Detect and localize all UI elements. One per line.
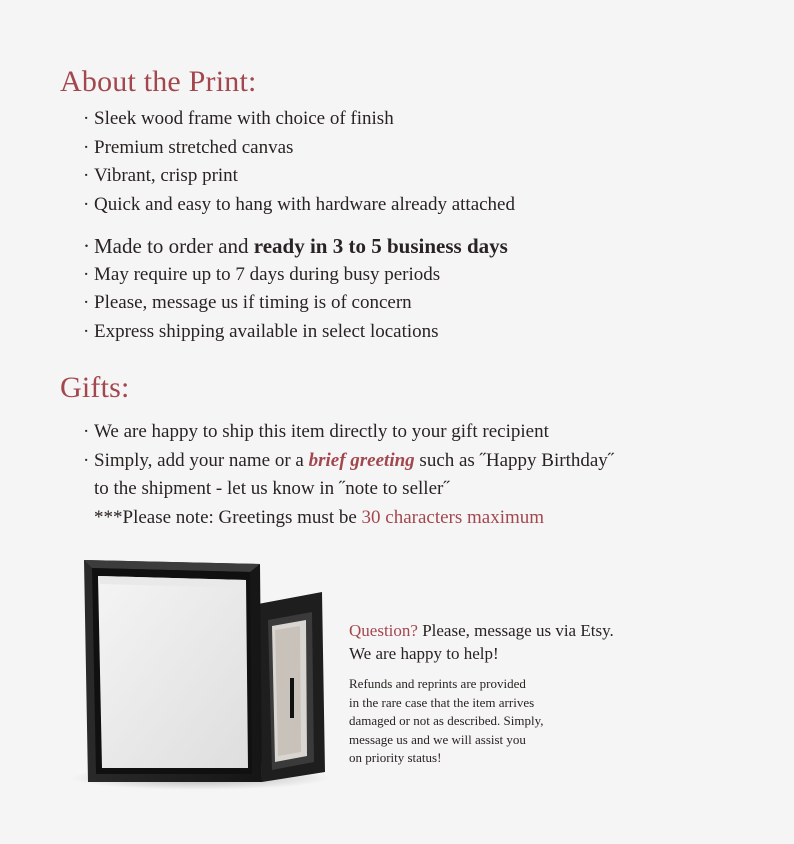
list-item: · Simply, add your name or a brief greeting such as ˝Happy Birthday˝ to the shipment - let us know in ˝note to seller˝ ***Please note: Greetings must be 30 characters maximum xyxy=(83,449,615,528)
about-feature-list xyxy=(83,105,515,219)
ready-time-text: ready in 3 to 5 business days xyxy=(253,234,508,258)
framed-canvas-illustration xyxy=(60,550,345,820)
gifts-list xyxy=(83,418,614,532)
brief-greeting-text: brief greeting xyxy=(308,449,415,471)
list-item: · We are happy to ship this item directly to your gift recipient xyxy=(83,421,549,442)
contact-info xyxy=(349,619,679,768)
list-item: · Express shipping available in select locations xyxy=(83,320,439,342)
list-item: · May require up to 7 days during busy periods xyxy=(83,263,441,285)
list-item: · Quick and easy to hang with hardware already attached xyxy=(83,193,515,215)
about-heading: About the Print: xyxy=(60,65,257,98)
gifts-heading: Gifts: xyxy=(60,371,130,404)
list-item: · Please, message us if timing is of concern xyxy=(83,292,412,313)
refund-policy: Refunds and reprints are provided in the rare case that the item arrives damaged or not as described. Simply, message us and we will assist you on priority status! xyxy=(349,676,544,765)
list-item: · Vibrant, crisp print xyxy=(83,165,238,186)
happy-to-help-text: We are happy to help! xyxy=(349,644,499,663)
list-item: · Premium stretched canvas xyxy=(83,136,294,158)
list-item: · Made to order and ready in 3 to 5 business days xyxy=(83,234,508,258)
about-shipping-list xyxy=(83,232,508,346)
question-line: Question? Please, message us via Etsy. xyxy=(349,621,614,640)
list-item: · Sleek wood frame with choice of finish xyxy=(83,108,394,129)
character-limit-text: 30 characters maximum xyxy=(361,506,545,528)
